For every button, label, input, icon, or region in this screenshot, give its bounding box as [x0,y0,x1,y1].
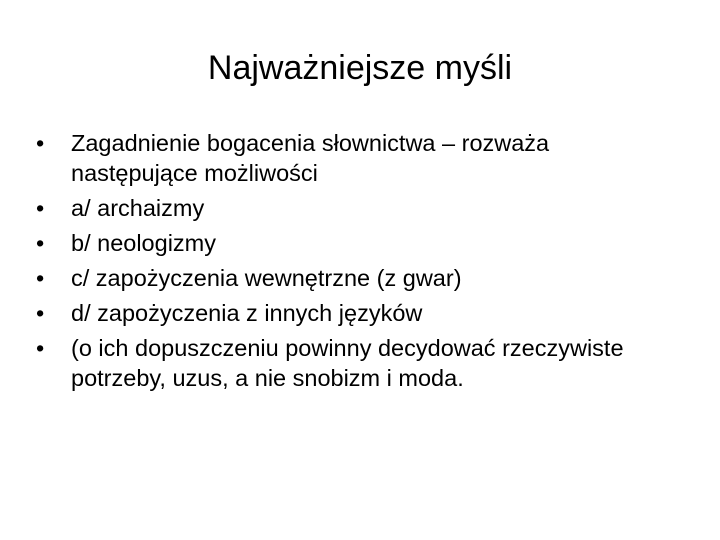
bullet-item [36,298,666,328]
bullet-text: b/ neologizmy [71,230,216,256]
bullet-text: c/ zapożyczenia wewnętrzne (z gwar) [71,265,462,291]
bullet-item [36,228,666,258]
bullet-text: (o ich dopuszczeniu powinny decydować rzeczywiste potrzeby, uzus, a nie snobizm i moda. [71,335,624,391]
bullet-dot-icon: • [36,265,45,291]
bullet-text: a/ archaizmy [71,195,205,221]
bullet-text: Zagadnienie bogacenia słownictwa – rozważa następujące możliwości [71,130,550,186]
bullet-list [36,128,666,398]
bullet-item [36,333,666,393]
bullet-item [36,263,666,293]
slide-title: Najważniejsze myśli [207,49,513,87]
bullet-item [36,193,666,223]
bullet-dot-icon: • [36,230,45,256]
bullet-item [36,128,666,188]
bullet-dot-icon: • [36,300,45,326]
bullet-text: d/ zapożyczenia z innych języków [71,300,423,326]
bullet-dot-icon: • [36,335,45,361]
bullet-dot-icon: • [36,195,45,221]
bullet-dot-icon: • [36,130,45,156]
